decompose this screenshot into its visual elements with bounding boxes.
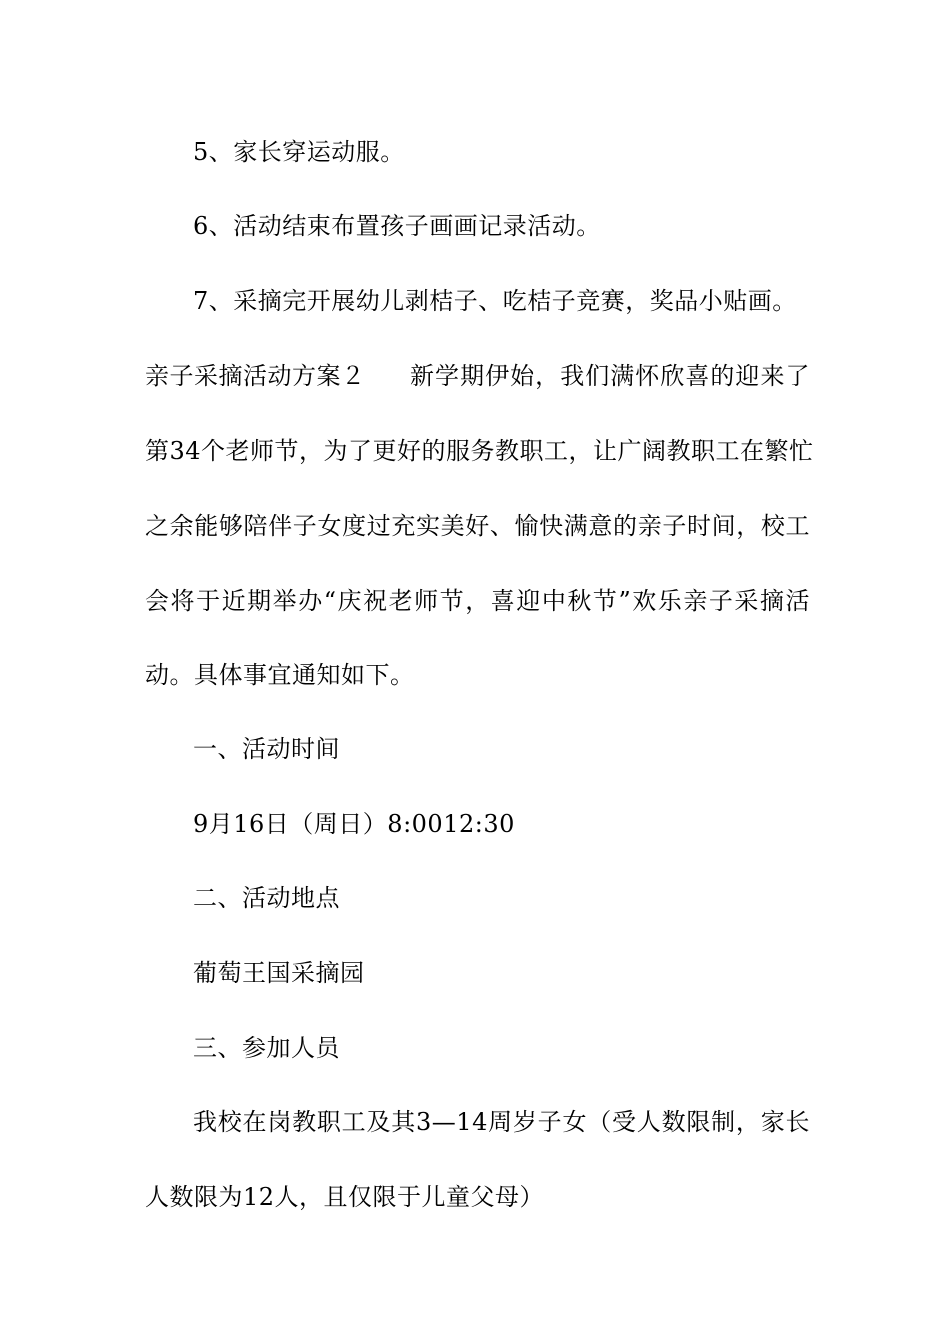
section-heading: 三、参加人员 [193, 1034, 340, 1062]
paragraph-line: 新学期伊始，我们满怀欣喜的迎来了 [410, 362, 810, 390]
section-title: 亲子采摘活动方案２ [145, 362, 366, 390]
paragraph-line: 动。具体事宜通知如下。 [145, 661, 415, 689]
list-item: 5、家长穿运动服。 [193, 138, 405, 166]
section-heading: 二、活动地点 [193, 884, 340, 912]
paragraph-line: 第34个老师节，为了更好的服务教职工，让广阔教职工在繁忙 [145, 437, 814, 465]
list-item: 6、活动结束布置孩子画画记录活动。 [193, 212, 601, 240]
list-item: 7、采摘完开展幼儿剥桔子、吃桔子竞赛，奖品小贴画。 [193, 287, 797, 315]
paragraph-line: 人数限为12人，且仅限于儿童父母） [145, 1183, 545, 1211]
section-content: 葡萄王国采摘园 [193, 959, 365, 987]
paragraph-line: 会将于近期举办“庆祝老师节，喜迎中秋节”欢乐亲子采摘活 [145, 587, 810, 615]
paragraph-line: 之余能够陪伴子女度过充实美好、愉快满意的亲子时间，校工 [145, 512, 810, 540]
paragraph-line: 我校在岗教职工及其3—14周岁子女（受人数限制，家长 [193, 1108, 810, 1136]
section-content: 9月16日（周日）8:0012:30 [193, 810, 515, 838]
section-heading: 一、活动时间 [193, 735, 340, 763]
